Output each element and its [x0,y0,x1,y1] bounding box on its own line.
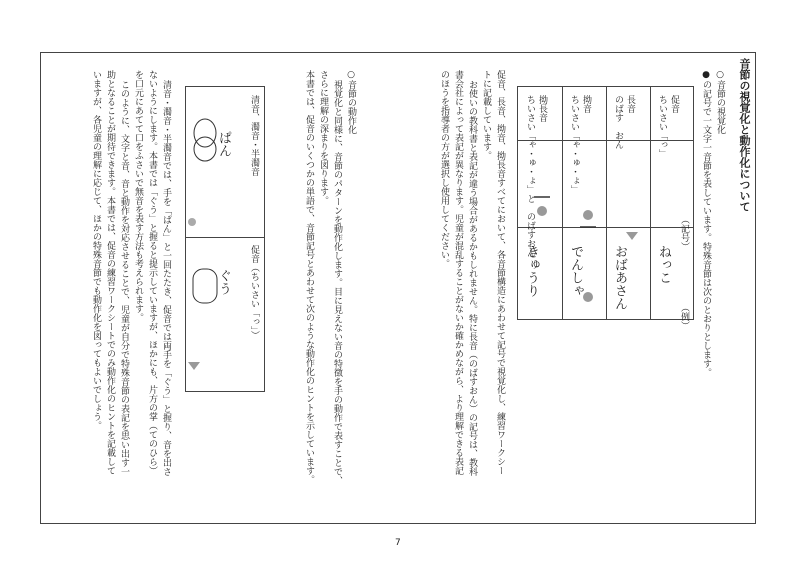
row-reading: ちいさい「ゃ・ゅ・ょ」 [569,95,579,194]
visual-lead: ●の記号で一文字一音節を表しています。特殊音節は次のとおりとします。 [701,70,711,377]
row-name: 促音 [669,95,679,113]
visual-heading: ○音節の視覚化 [715,70,725,134]
motion-paragraph-line: を口元にあてて口をふさいで無音を表す方法も考えられます。 [133,70,143,322]
symbol-header: （記号） [679,215,689,251]
clasped-fist-icon [190,265,220,313]
row-name: 拗長音 [537,95,547,122]
motion-example-box [185,86,265,392]
sokuon-label: 促音（ちいさい「っ」） [249,245,259,340]
motion-paragraph-line: 視覚化と同様に、音節のパターンを動作化します。目に見えない音の特徴を手の動作で表すことで、 [332,80,342,485]
row-example: おばあさん [612,245,627,310]
kiyon-dot-icon [188,211,196,230]
visual-paragraph-line: 促音、長音、拗音、拗長音すべてにおいて、各音節構造にあわせて記号で視覚化し、練習ワークシー [495,70,505,475]
page-number: 7 [395,538,401,548]
row-name: 長音 [625,95,635,113]
row-example: でんしゃ [568,245,583,297]
row-reading: ちいさい「ゃ・ゅ・ょ」と のばすおん [525,95,535,257]
visual-paragraph-line: トに記載しています。 [481,70,491,160]
sokuon-triangle-icon [188,357,200,376]
motion-paragraph-line: さらに理解の深まりを図ります。 [318,70,328,205]
motion-paragraph-line: ないようにします。本書では「ぐう」と握ると提示していますが、ほかにも、片方の掌（てのひら） [147,70,157,475]
visual-paragraph-line: のほうを指導者の方が選択し使用してください。 [439,70,449,268]
sokuon-triangle-icon [626,227,638,246]
motion-paragraph-line: 助となることが期待できます。本書では、促音の練習ワークシートでのみ動作化のヒントを記載して [105,70,115,475]
youchouon-line-dot-icon [532,187,552,227]
page-title: 音節の視覚化と動作化について [738,58,751,212]
syllable-table [517,86,694,330]
visual-paragraph-line: お使いの教科書と表記が違う場合があるかもしれません。特に長音（のばすおん）の記号は、教科 [467,80,477,476]
chouon-dot-line-icon [578,207,598,241]
sokuon-word: ぐう [216,269,231,295]
clapping-hands-icon [190,115,220,169]
example-header: （例） [679,303,689,330]
kiyon-label: 清音、濁音・半濁音 [249,95,259,176]
motion-paragraph-line: このように、文字と音、音と動作を対応させることで、児童が自分で特殊音節の表記を思い出す一 [119,80,129,476]
motion-paragraph-line: 本書では、促音のいくつかの単語で、音節記号とあわせて次のような動作化のヒントを示しています。 [304,70,314,484]
motion-paragraph-line: いますが、各児童の理解に応じて、ほかの特殊音節でも動作化を図ってもよいでしょう。 [91,70,101,430]
row-reading: ちいさい「っ」 [657,95,667,158]
row-example: きゅうり [524,245,539,297]
row-reading: のばす おん [613,95,623,149]
motion-heading: ○音節の動作化 [346,70,356,134]
row-example: ねっこ [656,245,671,284]
row-name: 拗音 [581,95,591,113]
visual-paragraph-line: 書会社によって表記が異なります。児童が混乱することがないか確かめながら、より理解できる表記 [453,70,463,475]
motion-paragraph-line: 清音・濁音・半濁音では、手を「ぱん」と一回たたき、促音では両手を「ぐう」と握り、音を出さ [161,80,171,476]
kiyon-word: ぱん [216,131,231,157]
